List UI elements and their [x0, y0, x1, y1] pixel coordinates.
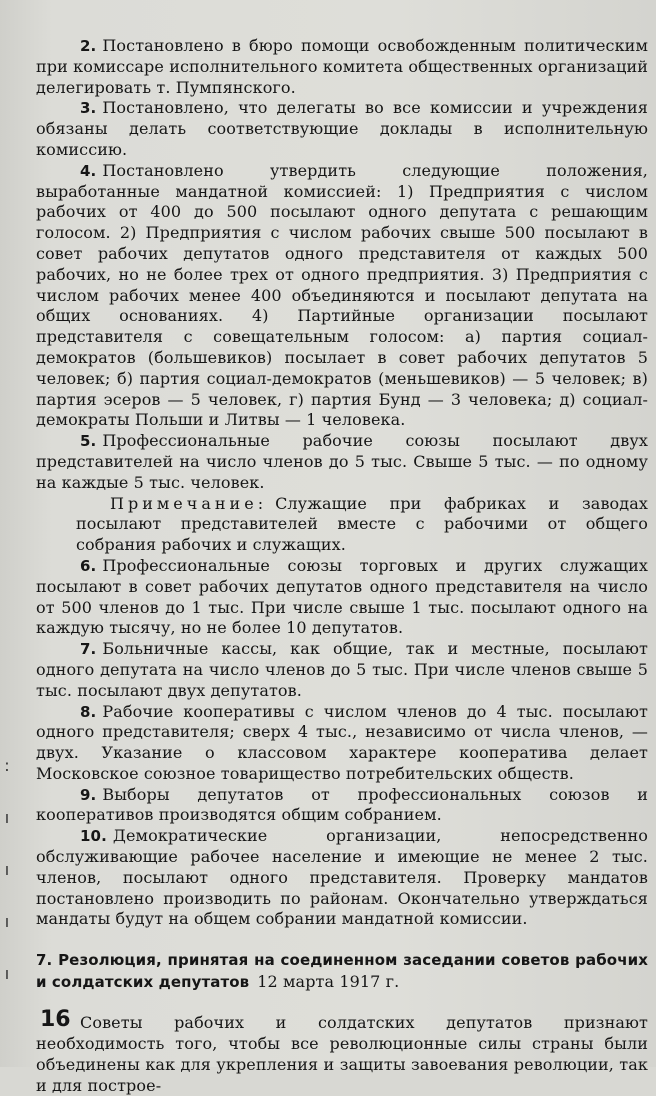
margin-mark: ı: [4, 808, 10, 827]
paragraph-number: 8.: [80, 702, 97, 721]
note-block: [76, 494, 648, 556]
margin-mark: :: [4, 756, 10, 775]
paragraph-4: [36, 161, 648, 431]
paragraph-number: 7.: [80, 640, 97, 659]
note-text: Служащие при фабриках и заводах посылают представителей вместе с рабочими от общего собрания рабочих и служащих.: [76, 493, 648, 555]
paragraph-5: [36, 431, 648, 493]
paragraph-text: Профессиональные рабочие союзы посылают двух представителей на число членов до 5 тыс. Свыше 5 тыс. — по одному на каждые 5 тыс. человек.: [36, 431, 648, 492]
margin-mark: ı: [4, 860, 10, 879]
paragraph-text: Больничные кассы, как общие, так и местные, посылают одного депутата на число членов до 5 тыс. При числе членов свыше 5 тыс. посылают двух депутатов.: [36, 639, 648, 700]
paragraph-9: [36, 785, 648, 827]
paragraph-text: Постановлено в бюро помощи освобожденным политическим при комиссаре исполнительного комитета общественных организаций делегировать т. Пумпянского.: [36, 36, 648, 97]
paragraph-8: [36, 702, 648, 785]
section-heading: [36, 950, 648, 993]
paragraph-text: Постановлено утвердить следующие положения, выработанные мандатной комиссией: 1) Предприятия с числом рабочих от 400 до 500 посылают одного депутата с решающим голосом. 2) Предприятия с числом рабочих свыше 500 посылают в совет рабочих депутатов одного представителя от каждых 500 рабочих, но не более трех от одного предприятия. 3) Предприятия с числом рабочих менее 400 объединяются и посылают депутата на общих основаниях. 4) Партийные организации посылают представителя с совещательным голосом: а) партия социал-демократов (большевиков) посылает в совет рабочих депутатов 5 человек; б) партия социал-демократов (меньшевиков) — 5 человек; в) партия эсеров — 5 человек, г) партия Бунд — 3 человека; д) социал-демократы Польши и Литвы — 1 человека.: [36, 160, 648, 430]
page-content: [36, 36, 648, 1096]
page-number: 16: [40, 1007, 71, 1032]
paragraph-10: [36, 826, 648, 930]
paragraph-number: 4.: [80, 161, 97, 180]
note-paragraph: [76, 494, 648, 556]
paragraph-text: Профессиональные союзы торговых и других служащих посылают в совет рабочих депутатов одного представителя на число от 500 членов до 1 тыс. При числе свыше 1 тыс. посылают одного на каждую тысячу, но не более 10 депутатов.: [36, 555, 648, 638]
closing-paragraph: Советы рабочих и солдатских депутатов признают необходимость того, чтобы все революционные силы страны были объединены как для укрепления и защиты завоевания революции, так и для построе-: [36, 1013, 648, 1095]
paragraph-6: [36, 556, 648, 639]
margin-mark: ı: [4, 912, 10, 931]
paragraph-7: [36, 639, 648, 701]
paragraph-number: 6.: [80, 556, 97, 575]
section-date: 12 марта 1917 г.: [257, 972, 400, 992]
paragraph-number: 3.: [80, 99, 97, 118]
paragraph-text: Постановлено, что делегаты во все комиссии и учреждения обязаны делать соответствующие доклады в исполнительную комиссию.: [36, 98, 648, 159]
paragraph-number: 10.: [80, 827, 107, 846]
paragraph-3: [36, 98, 648, 160]
paragraph-2: [36, 36, 648, 98]
note-label: Примечание:: [110, 493, 268, 513]
paragraph-text: Демократические организации, непосредственно обслуживающие рабочее население и имеющие не менее 2 тыс. членов, посылают одного представителя. Проверку мандатов постановлено производить по районам. Окончательно утверждаться мандаты будут на общем собрании мандатной комиссии.: [36, 826, 648, 929]
margin-mark: ı: [4, 964, 10, 983]
margin-marks: [0, 740, 14, 1040]
paragraph-number: 5.: [80, 432, 97, 451]
section-title: 7. Резолюция, принятая на соединенном заседании советов рабочих и солдатских депутатов: [36, 951, 648, 992]
paragraph-number: 9.: [80, 785, 97, 804]
paragraph-text: Выборы депутатов от профессиональных союзов и кооперативов производятся общим собранием.: [36, 784, 648, 825]
paragraph-text: Рабочие кооперативы с числом членов до 4 тыс. посылают одного представителя; сверх 4 тыс., независимо от числа членов, — двух. Указание о классовом характере кооператива делает Московское союзное товарищество потребительских обществ.: [36, 701, 648, 783]
paragraph-number: 2.: [80, 37, 97, 55]
